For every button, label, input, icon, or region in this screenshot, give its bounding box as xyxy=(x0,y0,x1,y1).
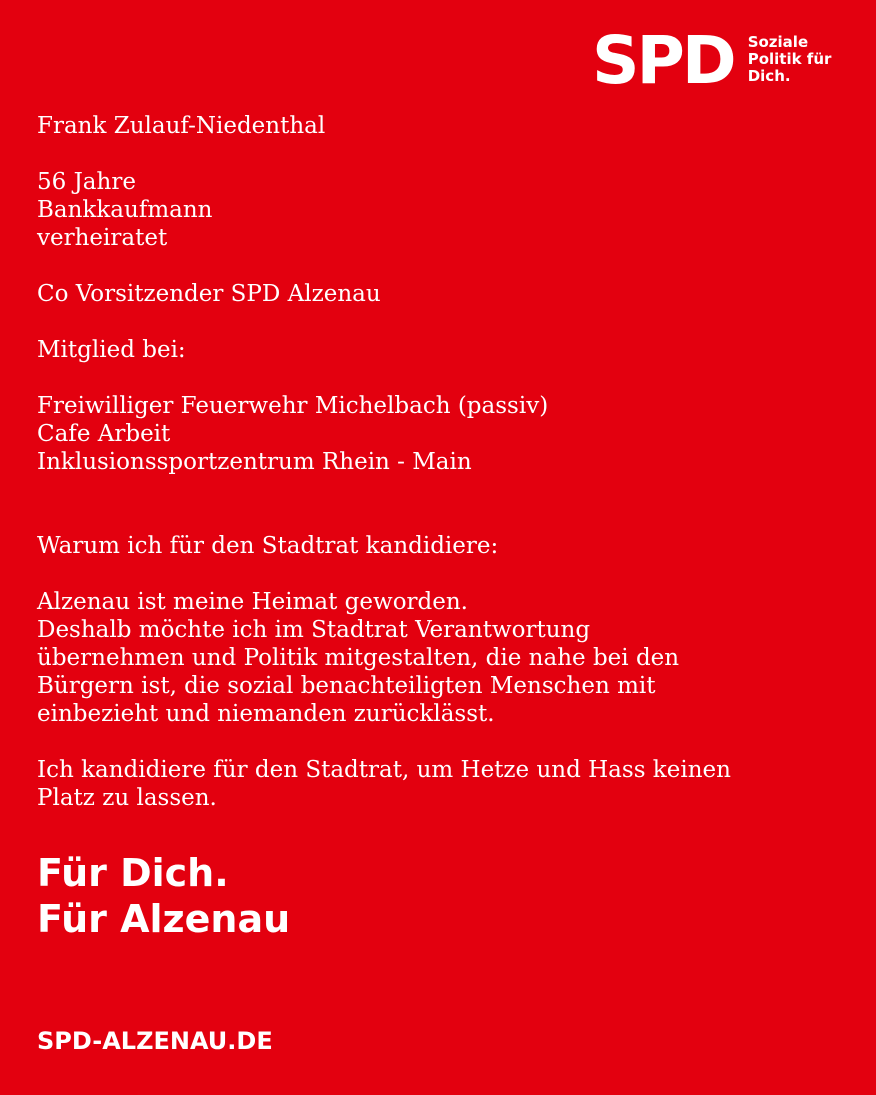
statement-line: übernehmen und Politik mitgestalten, die nahe bei den xyxy=(37,645,680,671)
statement-heading: Warum ich für den Stadtrat kandidiere: xyxy=(37,533,499,559)
candidate-age: 56 Jahre xyxy=(37,169,136,195)
membership-item: Freiwilliger Feuerwehr Michelbach (passiv) xyxy=(37,393,549,419)
statement-line: einbezieht und niemanden zurücklässt. xyxy=(37,701,495,727)
slogan xyxy=(37,850,290,942)
candidate-profile xyxy=(37,112,857,812)
slogan-line: Für Dich. xyxy=(37,851,229,895)
candidate-role: Co Vorsitzender SPD Alzenau xyxy=(37,281,381,307)
logo-mark: SPD xyxy=(592,22,734,99)
membership-item: Cafe Arbeit xyxy=(37,421,171,447)
statement-line: Ich kandidiere für den Stadtrat, um Hetze und Hass keinen xyxy=(37,757,731,783)
candidate-name: Frank Zulauf-Niedenthal xyxy=(37,113,326,139)
slogan-line: Für Alzenau xyxy=(37,897,291,941)
spd-logo xyxy=(592,22,832,99)
memberships-heading: Mitglied bei: xyxy=(37,337,186,363)
logo-claim xyxy=(748,34,832,85)
logo-claim-line: Soziale xyxy=(747,33,809,51)
logo-claim-line: Politik für xyxy=(747,50,832,68)
membership-item: Inklusionssportzentrum Rhein - Main xyxy=(37,449,472,475)
statement-line: Deshalb möchte ich im Stadtrat Verantwortung xyxy=(37,617,591,643)
statement-line: Bürgern ist, die sozial benachteiligten Menschen mit xyxy=(37,673,656,699)
candidate-profession: Bankkaufmann xyxy=(37,197,213,223)
statement-line: Alzenau ist meine Heimat geworden. xyxy=(37,589,468,615)
logo-claim-line: Dich. xyxy=(747,67,791,85)
website-url: SPD-ALZENAU.DE xyxy=(37,1027,273,1055)
statement-line: Platz zu lassen. xyxy=(37,785,217,811)
candidate-marital-status: verheiratet xyxy=(37,225,168,251)
